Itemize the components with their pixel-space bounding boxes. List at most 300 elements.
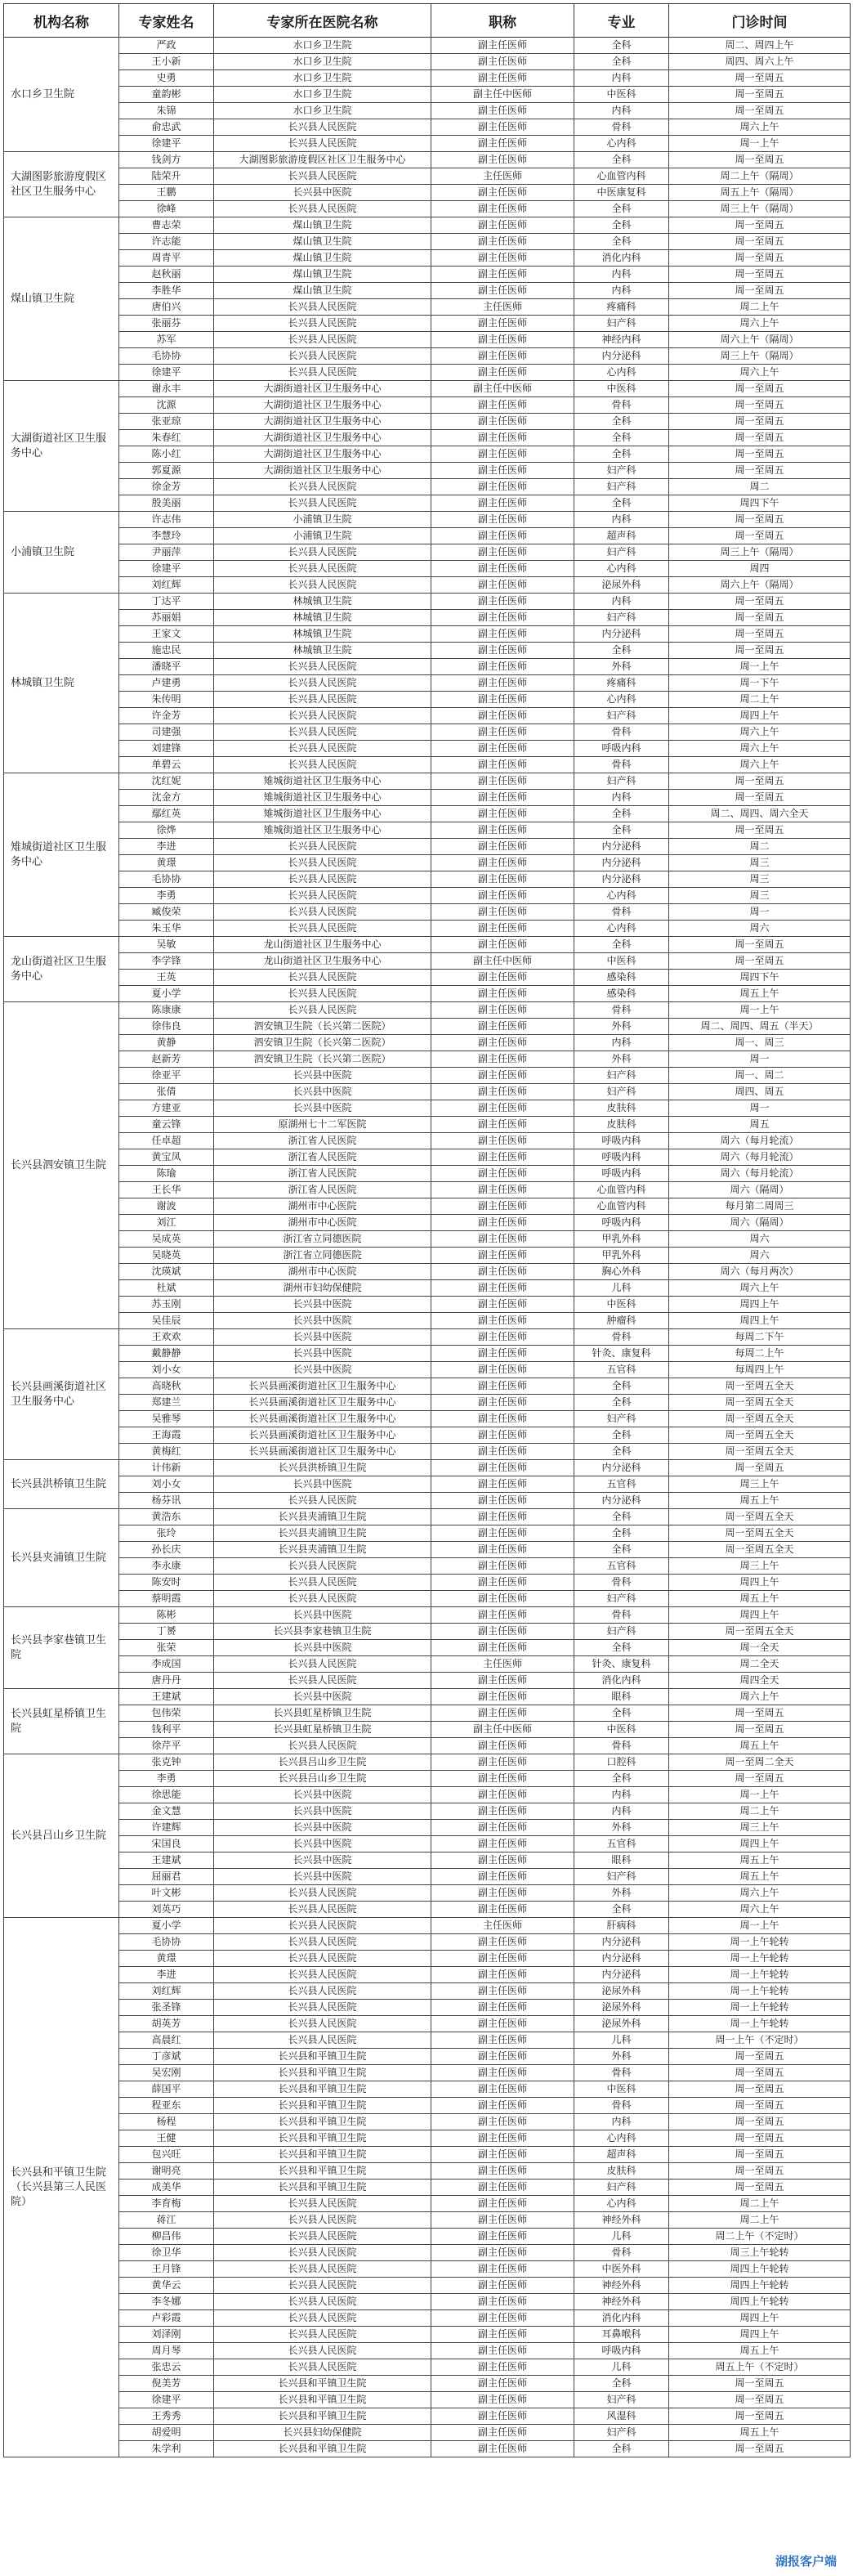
- specialty: 内科: [574, 512, 669, 528]
- table-row: [4, 724, 851, 741]
- title: 副主任医师: [431, 643, 574, 659]
- source-watermark: 湖报客户端: [770, 2551, 842, 2571]
- hospital: 水口乡卫生院: [214, 54, 431, 70]
- expert-name: 叶文彬: [119, 1885, 214, 1902]
- title: 副主任医师: [431, 2376, 574, 2392]
- hospital: 长兴县人民医院: [214, 2359, 431, 2376]
- hospital: 长兴县人民医院: [214, 2032, 431, 2049]
- specialty: 心内科: [574, 561, 669, 577]
- title: 副主任医师: [431, 1264, 574, 1280]
- title: 副主任医师: [431, 1525, 574, 1542]
- table-row: [4, 643, 851, 659]
- title: 副主任医师: [431, 1215, 574, 1231]
- expert-name: 刘红辉: [119, 577, 214, 594]
- specialty: 皮肤科: [574, 2163, 669, 2180]
- clinic-time: 周五上午: [669, 2343, 851, 2359]
- table-row: [4, 2425, 851, 2441]
- table-row: [4, 1378, 851, 1395]
- expert-name: 陈安时: [119, 1575, 214, 1591]
- table-row: [4, 397, 851, 414]
- clinic-time: 周四上午: [669, 2327, 851, 2343]
- hospital: 长兴县画溪街道社区卫生服务中心: [214, 1444, 431, 1460]
- expert-name: 周月琴: [119, 2343, 214, 2359]
- hospital: 长兴县虹星桥镇卫生院: [214, 1722, 431, 1738]
- expert-name: 许志能: [119, 234, 214, 250]
- specialty: 风湿科: [574, 2408, 669, 2425]
- expert-name: 卢建勇: [119, 675, 214, 692]
- specialty: 神经外科: [574, 2212, 669, 2229]
- expert-name: 吴雅琴: [119, 1411, 214, 1427]
- table-row: [4, 610, 851, 626]
- title: 副主任医师: [431, 463, 574, 479]
- title: 副主任医师: [431, 1084, 574, 1100]
- specialty: 五官科: [574, 1362, 669, 1378]
- hospital: 长兴县人民医院: [214, 675, 431, 692]
- title: 副主任医师: [431, 1051, 574, 1068]
- clinic-time: 周四上午: [669, 1575, 851, 1591]
- table-row: [4, 626, 851, 643]
- specialty: 内科: [574, 1803, 669, 1820]
- hospital: 长兴县和平镇卫生院: [214, 2408, 431, 2425]
- hospital: 长兴县中医院: [214, 1820, 431, 1836]
- table-row: [4, 855, 851, 871]
- hospital: 长兴县人民医院: [214, 2294, 431, 2310]
- expert-name: 张荣: [119, 1640, 214, 1656]
- title: 副主任医师: [431, 1100, 574, 1117]
- expert-name: 朱玉华: [119, 921, 214, 937]
- hospital: 长兴县人民医院: [214, 1656, 431, 1673]
- table-row: [4, 152, 851, 168]
- hospital: 长兴县人民医院: [214, 348, 431, 365]
- title: 副主任医师: [431, 1640, 574, 1656]
- title: 副主任医师: [431, 267, 574, 283]
- hospital: 浙江省立同德医院: [214, 1231, 431, 1248]
- hospital: 水口乡卫生院: [214, 38, 431, 54]
- expert-name: 毛协协: [119, 871, 214, 888]
- clinic-time: 周一至周五: [669, 70, 851, 87]
- title: 副主任医师: [431, 2408, 574, 2425]
- hospital: 煤山镇卫生院: [214, 267, 431, 283]
- hospital: 雉城街道社区卫生服务中心: [214, 790, 431, 806]
- clinic-time: 周一至周五: [669, 2081, 851, 2098]
- clinic-time: 周一至周五: [669, 2163, 851, 2180]
- specialty: 骨科: [574, 1738, 669, 1754]
- title: 副主任医师: [431, 1852, 574, 1869]
- specialty: 骨科: [574, 2245, 669, 2261]
- clinic-time: 周一至周五: [669, 2408, 851, 2425]
- hospital: 长兴县人民医院: [214, 136, 431, 152]
- table-row: [4, 2196, 851, 2212]
- clinic-time: 周六上午: [669, 1885, 851, 1902]
- expert-name: 刘红辉: [119, 1983, 214, 2000]
- clinic-time: 每月第二周周三: [669, 1198, 851, 1215]
- expert-name: 严政: [119, 38, 214, 54]
- clinic-time: 周一上午: [669, 1002, 851, 1019]
- hospital: 浙江省人民医院: [214, 1182, 431, 1198]
- table-row: [4, 348, 851, 365]
- specialty: 骨科: [574, 1607, 669, 1624]
- clinic-time: 周一至周五: [669, 528, 851, 544]
- hospital: 长兴县人民医院: [214, 577, 431, 594]
- clinic-time: 周五上午（隔周）: [669, 185, 851, 201]
- title: 副主任医师: [431, 1493, 574, 1509]
- clinic-time: 周四、周六上午: [669, 54, 851, 70]
- title: 副主任医师: [431, 1182, 574, 1198]
- specialty: 全科: [574, 54, 669, 70]
- expert-name: 鄢红英: [119, 806, 214, 822]
- title: 副主任医师: [431, 1166, 574, 1182]
- expert-name: 吴晓英: [119, 1248, 214, 1264]
- title: 副主任医师: [431, 561, 574, 577]
- title: 副主任医师: [431, 577, 574, 594]
- hospital: 长兴县中医院: [214, 1100, 431, 1117]
- specialty: 骨科: [574, 757, 669, 773]
- expert-name: 倪美芳: [119, 2376, 214, 2392]
- table-row: [4, 577, 851, 594]
- header-row: [4, 4, 851, 38]
- title: 副主任医师: [431, 234, 574, 250]
- specialty: 心血管内科: [574, 1182, 669, 1198]
- table-row: [4, 1852, 851, 1869]
- expert-name: 刘建锋: [119, 741, 214, 757]
- specialty: 甲乳外科: [574, 1231, 669, 1248]
- clinic-time: 周四下午: [669, 495, 851, 512]
- clinic-time: 周六上午: [669, 724, 851, 741]
- clinic-time: 周一上午轮转: [669, 1934, 851, 1951]
- institution-name: 雉城街道社区卫生服务中心: [4, 773, 119, 937]
- title: 副主任医师: [431, 2212, 574, 2229]
- hospital: 泗安镇卫生院（长兴第二医院）: [214, 1035, 431, 1051]
- hospital: 湖州市中心医院: [214, 1215, 431, 1231]
- table-row: [4, 2441, 851, 2457]
- expert-name: 毛协协: [119, 348, 214, 365]
- clinic-time: 周一至周五: [669, 430, 851, 446]
- hospital: 长兴县中医院: [214, 1346, 431, 1362]
- title: 副主任医师: [431, 2229, 574, 2245]
- specialty: 骨科: [574, 2065, 669, 2081]
- hospital: 龙山街道社区卫生服务中心: [214, 937, 431, 953]
- expert-name: 徐建平: [119, 136, 214, 152]
- title: 副主任医师: [431, 2294, 574, 2310]
- title: 副主任医师: [431, 1329, 574, 1346]
- specialty: 全科: [574, 1542, 669, 1558]
- table-row: [4, 1754, 851, 1771]
- specialty: 针灸、康复科: [574, 1656, 669, 1673]
- specialty: 妇产科: [574, 1084, 669, 1100]
- expert-name: 吴敏: [119, 937, 214, 953]
- clinic-time: 周一至周五全天: [669, 1411, 851, 1427]
- table-row: [4, 904, 851, 921]
- hospital: 长兴县中医院: [214, 1476, 431, 1493]
- hospital: 长兴县人民医院: [214, 119, 431, 136]
- hospital: 大湖图影旅游度假区社区卫生服务中心: [214, 152, 431, 168]
- clinic-time: 周六上午: [669, 119, 851, 136]
- clinic-time: 周三上午轮转: [669, 2245, 851, 2261]
- specialty: 内科: [574, 103, 669, 119]
- title: 副主任医师: [431, 610, 574, 626]
- hospital: 长兴县李家巷镇卫生院: [214, 1624, 431, 1640]
- expert-name: 徐建平: [119, 365, 214, 381]
- clinic-time: 周三上午: [669, 1476, 851, 1493]
- hospital: 长兴县人民医院: [214, 708, 431, 724]
- expert-name: 王秀秀: [119, 2408, 214, 2425]
- expert-name: 唐丹丹: [119, 1673, 214, 1689]
- hospital: 长兴县和平镇卫生院: [214, 2163, 431, 2180]
- expert-name: 刘英巧: [119, 1902, 214, 1918]
- table-row: [4, 1656, 851, 1673]
- title: 副主任医师: [431, 136, 574, 152]
- table-row: [4, 2065, 851, 2081]
- clinic-time: 周二上午（不定时）: [669, 2229, 851, 2245]
- expert-name: 金文慧: [119, 1803, 214, 1820]
- expert-name: 李成国: [119, 1656, 214, 1673]
- hospital: 长兴县中医院: [214, 1803, 431, 1820]
- hospital: 小浦镇卫生院: [214, 528, 431, 544]
- specialty: 消化内科: [574, 1673, 669, 1689]
- hospital: 长兴县人民医院: [214, 970, 431, 986]
- title: 副主任医师: [431, 2180, 574, 2196]
- specialty: 中医科: [574, 87, 669, 103]
- hospital: 泗安镇卫生院（长兴第二医院）: [214, 1051, 431, 1068]
- expert-name: 张玲: [119, 1525, 214, 1542]
- clinic-time: 周一至周五全天: [669, 1395, 851, 1411]
- specialty: 妇产科: [574, 1869, 669, 1885]
- specialty: 心内科: [574, 2196, 669, 2212]
- specialty: 骨科: [574, 397, 669, 414]
- table-row: [4, 1002, 851, 1019]
- title: 副主任医师: [431, 1885, 574, 1902]
- table-row: [4, 1967, 851, 1983]
- title: 副主任医师: [431, 2310, 574, 2327]
- specialty: 肿瘤科: [574, 1313, 669, 1329]
- institution-name: 长兴县吕山乡卫生院: [4, 1754, 119, 1918]
- table-row: [4, 970, 851, 986]
- title: 副主任医师: [431, 855, 574, 871]
- hospital: 长兴县人民医院: [214, 168, 431, 185]
- title: 副主任医师: [431, 708, 574, 724]
- table-row: [4, 1885, 851, 1902]
- hospital: 长兴县人民医院: [214, 1738, 431, 1754]
- expert-name: 丁赟: [119, 1624, 214, 1640]
- hospital: 水口乡卫生院: [214, 87, 431, 103]
- clinic-time: 周二: [669, 479, 851, 495]
- specialty: 呼吸内科: [574, 1215, 669, 1231]
- clinic-time: 周一上午轮转: [669, 1967, 851, 1983]
- clinic-time: 周五上午: [669, 2425, 851, 2441]
- col-header-expert-name: 专家姓名: [119, 4, 214, 38]
- specialty: 儿科: [574, 2032, 669, 2049]
- clinic-time: 周一至周五: [669, 822, 851, 839]
- expert-name: 丁达平: [119, 594, 214, 610]
- hospital: 小浦镇卫生院: [214, 512, 431, 528]
- specialty: 中医康复科: [574, 185, 669, 201]
- hospital: 长兴县和平镇卫生院: [214, 2392, 431, 2408]
- table-row: [4, 1476, 851, 1493]
- expert-name: 谢波: [119, 1198, 214, 1215]
- specialty: 儿科: [574, 2229, 669, 2245]
- title: 副主任医师: [431, 2261, 574, 2278]
- title: 副主任医师: [431, 1149, 574, 1166]
- expert-name: 黄华云: [119, 2278, 214, 2294]
- specialty: 中医科: [574, 381, 669, 397]
- institution-name: 长兴县和平镇卫生院（长兴县第三人民医院）: [4, 1918, 119, 2457]
- expert-name: 谢永丰: [119, 381, 214, 397]
- clinic-time: 周一至周五: [669, 2114, 851, 2130]
- hospital: 长兴县中医院: [214, 1836, 431, 1852]
- table-row: [4, 283, 851, 299]
- table-row: [4, 201, 851, 217]
- clinic-time: 周三上午: [669, 1558, 851, 1575]
- title: 副主任医师: [431, 1509, 574, 1525]
- title: 副主任医师: [431, 1019, 574, 1035]
- expert-name: 沈金方: [119, 790, 214, 806]
- table-row: [4, 544, 851, 561]
- title: 副主任医师: [431, 822, 574, 839]
- table-row: [4, 1019, 851, 1035]
- table-row: [4, 2245, 851, 2261]
- table-row: [4, 1395, 851, 1411]
- specialty: 心内科: [574, 365, 669, 381]
- institution-name: 大湖街道社区卫生服务中心: [4, 381, 119, 512]
- hospital: 长兴县中医院: [214, 1313, 431, 1329]
- title: 副主任医师: [431, 1689, 574, 1705]
- specialty: 皮肤科: [574, 1117, 669, 1133]
- clinic-time: 周一至周二全天: [669, 1754, 851, 1771]
- clinic-time: 周二上午（隔周）: [669, 168, 851, 185]
- hospital: 浙江省人民医院: [214, 1133, 431, 1149]
- title: 副主任医师: [431, 2196, 574, 2212]
- expert-name: 夏小学: [119, 1918, 214, 1934]
- clinic-time: 周四上午轮转: [669, 2294, 851, 2310]
- table-row: [4, 1231, 851, 1248]
- specialty: 全科: [574, 1427, 669, 1444]
- specialty: 儿科: [574, 2359, 669, 2376]
- title: 副主任医师: [431, 790, 574, 806]
- institution-name: 龙山街道社区卫生服务中心: [4, 937, 119, 1002]
- clinic-time: 周五上午: [669, 1591, 851, 1607]
- clinic-time: 周六（每月两次）: [669, 1264, 851, 1280]
- hospital: 长兴县人民医院: [214, 871, 431, 888]
- expert-name: 郭夏源: [119, 463, 214, 479]
- clinic-time: 周一至周五全天: [669, 1525, 851, 1542]
- hospital: 长兴县中医院: [214, 1329, 431, 1346]
- table-row: [4, 267, 851, 283]
- table-row: [4, 2032, 851, 2049]
- clinic-time: 周一至周五: [669, 643, 851, 659]
- specialty: 心内科: [574, 921, 669, 937]
- hospital: 长兴县人民医院: [214, 724, 431, 741]
- title: 副主任医师: [431, 741, 574, 757]
- table-row: [4, 1444, 851, 1460]
- expert-name: 刘小女: [119, 1476, 214, 1493]
- expert-name: 钱剑方: [119, 152, 214, 168]
- expert-name: 沈源: [119, 397, 214, 414]
- title: 副主任医师: [431, 1395, 574, 1411]
- hospital: 长兴县人民医院: [214, 299, 431, 316]
- clinic-time: 周六（隔周）: [669, 1215, 851, 1231]
- hospital: 长兴县和平镇卫生院: [214, 2130, 431, 2147]
- clinic-time: 周四上午: [669, 1313, 851, 1329]
- table-row: [4, 2049, 851, 2065]
- clinic-time: 周六上午: [669, 757, 851, 773]
- table-row: [4, 2212, 851, 2229]
- table-row: [4, 1362, 851, 1378]
- clinic-time: 周四上午轮转: [669, 2278, 851, 2294]
- clinic-time: 周五上午: [669, 1869, 851, 1885]
- expert-name: 苏军: [119, 332, 214, 348]
- table-row: [4, 741, 851, 757]
- hospital: 长兴县夹浦镇卫生院: [214, 1509, 431, 1525]
- hospital: 泗安镇卫生院（长兴第二医院）: [214, 1019, 431, 1035]
- table-row: [4, 1869, 851, 1885]
- specialty: 全科: [574, 1378, 669, 1395]
- title: 副主任医师: [431, 937, 574, 953]
- title: 副主任医师: [431, 512, 574, 528]
- table-row: [4, 1509, 851, 1525]
- title: 副主任医师: [431, 70, 574, 87]
- clinic-time: 周四上午: [669, 1836, 851, 1852]
- hospital: 长兴县和平镇卫生院: [214, 2441, 431, 2457]
- table-row: [4, 1787, 851, 1803]
- hospital: 长兴县人民医院: [214, 1558, 431, 1575]
- clinic-time: 周二: [669, 839, 851, 855]
- expert-name: 徐伟良: [119, 1019, 214, 1035]
- hospital: 长兴县和平镇卫生院: [214, 2098, 431, 2114]
- specialty: 甲乳外科: [574, 1248, 669, 1264]
- clinic-time: 周一至周五: [669, 626, 851, 643]
- hospital: 林城镇卫生院: [214, 626, 431, 643]
- hospital: 长兴县人民医院: [214, 1673, 431, 1689]
- title: 副主任医师: [431, 446, 574, 463]
- specialty: 全科: [574, 1640, 669, 1656]
- table-row: [4, 1068, 851, 1084]
- hospital: 长兴县人民医院: [214, 495, 431, 512]
- specialty: 全科: [574, 1705, 669, 1722]
- hospital: 长兴县和平镇卫生院: [214, 2180, 431, 2196]
- hospital: 长兴县人民医院: [214, 1967, 431, 1983]
- title: 副主任医师: [431, 773, 574, 790]
- clinic-time: 周一至周五全天: [669, 1378, 851, 1395]
- clinic-time: 周一至周五全天: [669, 1509, 851, 1525]
- title: 副主任医师: [431, 1346, 574, 1362]
- title: 副主任医师: [431, 1771, 574, 1787]
- expert-name: 卢彩霞: [119, 2310, 214, 2327]
- specialty: 超声科: [574, 528, 669, 544]
- institution-name: 水口乡卫生院: [4, 38, 119, 152]
- table-row: [4, 888, 851, 904]
- hospital: 长兴县人民医院: [214, 888, 431, 904]
- clinic-time: 周六: [669, 1231, 851, 1248]
- specialty: 心内科: [574, 136, 669, 152]
- table-row: [4, 2114, 851, 2130]
- title: 副主任医师: [431, 2098, 574, 2114]
- clinic-time: 周六（每月轮流）: [669, 1166, 851, 1182]
- expert-name: 唐伯兴: [119, 299, 214, 316]
- title: 主任医师: [431, 1918, 574, 1934]
- specialty: 五官科: [574, 1836, 669, 1852]
- specialty: 骨科: [574, 724, 669, 741]
- clinic-time: 周一至周五: [669, 1460, 851, 1476]
- title: 副主任医师: [431, 397, 574, 414]
- expert-name: 王月锋: [119, 2261, 214, 2278]
- specialty: 全科: [574, 806, 669, 822]
- clinic-time: 周四下午: [669, 970, 851, 986]
- hospital: 大湖街道社区卫生服务中心: [214, 397, 431, 414]
- table-row: [4, 594, 851, 610]
- expert-name: 李学锋: [119, 953, 214, 970]
- hospital: 煤山镇卫生院: [214, 217, 431, 234]
- table-row: [4, 2098, 851, 2114]
